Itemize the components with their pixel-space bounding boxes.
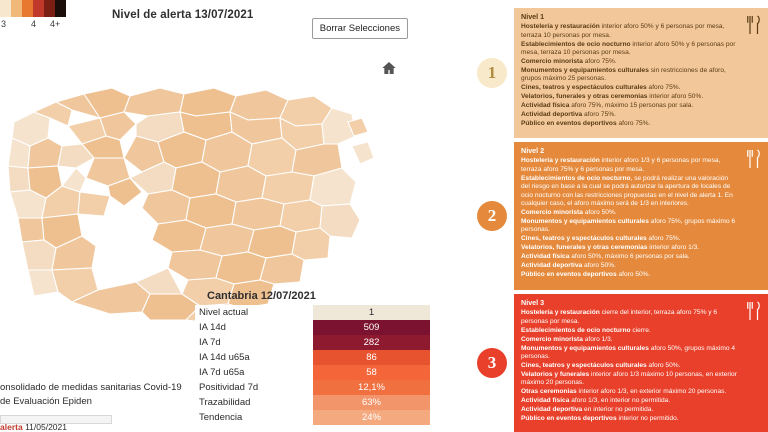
level-item-category: Establecimientos de ocio nocturno bbox=[521, 40, 631, 48]
table-row-value: 58 bbox=[313, 365, 430, 380]
table-row[interactable] bbox=[195, 305, 430, 320]
level-item: Hostelería y restauración interior aforo 50% y 6 personas por mesa, terraza 10 personas por mesa. bbox=[521, 23, 725, 39]
table-row-value: 63% bbox=[313, 395, 430, 410]
table-row-value: 1 bbox=[313, 305, 430, 320]
level-2-badge-col bbox=[470, 142, 514, 290]
legend-swatch-3 bbox=[33, 0, 44, 17]
legend-swatch-4 bbox=[44, 0, 55, 17]
table-row[interactable] bbox=[195, 320, 430, 335]
table-row-label: IA 7d u65a bbox=[195, 365, 313, 380]
level-item: Comercio minorista aforo 50%. bbox=[521, 208, 617, 216]
level-item: Actividad deportiva aforo 50%. bbox=[521, 261, 616, 269]
level-item-category: Cines, teatros y espectáculos culturales bbox=[521, 84, 647, 92]
legend-swatch-1 bbox=[11, 0, 22, 17]
table-row-label: Trazabilidad bbox=[195, 395, 313, 410]
footer-line-2: de Evaluación Epiden bbox=[0, 396, 92, 407]
level-1-body bbox=[514, 8, 768, 138]
level-item: Hostelería y restauración interior aforo 1/3 y 6 personas por mesa, terraza aforo 75% y 6 personas por mesa. bbox=[521, 157, 721, 173]
level-item: Monumentos y equipamientos culturales aforo 75%, grupos máximo 6 personas. bbox=[521, 217, 736, 234]
level-item: Comercio minorista aforo 1/3. bbox=[521, 335, 613, 343]
level-item: Establecimientos de ocio nocturno interior aforo 50% y 6 personas por mesa, terraza 10 personas por mesa. bbox=[521, 40, 736, 57]
level-item: Público en eventos deportivos aforo 50%. bbox=[521, 270, 651, 278]
table-row-value: 12,1% bbox=[313, 380, 430, 395]
level-item-category: Actividad física bbox=[521, 252, 570, 260]
level-item: Velatorios, funerales y otras ceremonias interior aforo 1/3. bbox=[521, 243, 700, 251]
table-row[interactable] bbox=[195, 365, 430, 380]
level-1-items bbox=[521, 23, 738, 128]
level-item: Establecimientos de ocio nocturno cierre. bbox=[521, 326, 651, 334]
legend-swatch-5 bbox=[55, 0, 66, 17]
level-1-badge: 1 bbox=[477, 58, 507, 88]
level-item-category: Hostelería y restauración bbox=[521, 23, 600, 31]
level-item: Velatorios y funerales interior aforo 1/3 máximo 10 personas, en exterior máximo 20 personas. bbox=[521, 370, 737, 387]
map-title: Nivel de alerta 13/07/2021 bbox=[112, 9, 254, 21]
footer-line-1: onsolidado de medidas sanitarias Covid-19 bbox=[0, 382, 182, 393]
footer-alert-label: alerta bbox=[0, 422, 23, 432]
level-3-body bbox=[514, 294, 768, 432]
level-item-category: Comercio minorista bbox=[521, 208, 583, 216]
level-item: Hostelería y restauración cierre del interior, terraza aforo 75% y 6 personas por mesa. bbox=[521, 309, 718, 325]
cutlery-icon bbox=[744, 14, 762, 36]
level-item-category: Establecimientos de ocio nocturno bbox=[521, 174, 631, 182]
level-item: Actividad física aforo 75%, máximo 15 personas por sala. bbox=[521, 102, 694, 110]
level-item-category: Hostelería y restauración bbox=[521, 309, 600, 317]
legend-swatch-0 bbox=[0, 0, 11, 17]
level-2-items bbox=[521, 157, 738, 279]
level-item-category: Comercio minorista bbox=[521, 335, 583, 343]
level-item: Actividad física aforo 50%, máximo 6 personas por sala. bbox=[521, 252, 690, 260]
level-item-category: Velatorios, funerales y otras ceremonias bbox=[521, 93, 648, 101]
level-item-category: Público en eventos deportivos bbox=[521, 270, 617, 278]
cutlery-icon bbox=[744, 148, 762, 170]
cutlery-icon bbox=[744, 300, 762, 322]
table-row-label: Positividad 7d bbox=[195, 380, 313, 395]
table-row-value: 282 bbox=[313, 335, 430, 350]
level-item-category: Velatorios, funerales y otras ceremonias bbox=[521, 243, 648, 251]
legend-color-bar bbox=[0, 0, 66, 17]
table-title: Cantabria 12/07/2021 bbox=[207, 290, 316, 302]
level-1-badge-col bbox=[470, 8, 514, 138]
table-row-label: Nivel actual bbox=[195, 305, 313, 320]
level-item: Otras ceremonias interior aforo 1/3, en exterior máximo 20 personas. bbox=[521, 388, 727, 396]
table-row-value: 509 bbox=[313, 320, 430, 335]
table-row[interactable] bbox=[195, 395, 430, 410]
level-item-category: Actividad física bbox=[521, 396, 570, 404]
level-2-header: Nivel 2 bbox=[521, 146, 545, 155]
level-1-header: Nivel 1 bbox=[521, 12, 545, 21]
level-item-category: Actividad deportiva bbox=[521, 110, 583, 118]
level-card-2[interactable] bbox=[470, 142, 768, 290]
table-row[interactable] bbox=[195, 410, 430, 425]
level-item-category: Cines, teatros y espectáculos culturales bbox=[521, 235, 647, 243]
legend-label-2: 4+ bbox=[50, 18, 61, 29]
level-item: Monumentos y equipamientos culturales sin restricciones de aforo, grupos máximo 25 personas. bbox=[521, 66, 726, 83]
choropleth-map[interactable] bbox=[0, 26, 470, 326]
level-item: Público en eventos deportivos aforo 75%. bbox=[521, 119, 651, 127]
legend-label-1: 4 bbox=[31, 18, 37, 29]
level-item-category: Público en eventos deportivos bbox=[521, 119, 617, 127]
level-item: Comercio minorista aforo 75%. bbox=[521, 58, 617, 66]
level-item-category: Comercio minorista bbox=[521, 58, 583, 66]
level-item-category: Monumentos y equipamientos culturales bbox=[521, 66, 649, 74]
level-item: Monumentos y equipamientos culturales aforo 50%, grupos máximo 4 personas. bbox=[521, 344, 736, 360]
level-2-badge: 2 bbox=[477, 201, 507, 231]
level-item-category: Monumentos y equipamientos culturales bbox=[521, 217, 649, 225]
level-item-category: Actividad física bbox=[521, 102, 570, 110]
level-item-category: Velatorios y funerales bbox=[521, 370, 590, 378]
footer-alert-date: 11/05/2021 bbox=[25, 422, 67, 432]
clear-selections-button[interactable]: Borrar Selecciones bbox=[312, 18, 408, 39]
level-item: Actividad física aforo 1/3, en interior no permitida. bbox=[521, 396, 671, 404]
level-3-items bbox=[521, 309, 738, 423]
table-row[interactable] bbox=[195, 350, 430, 365]
table-row[interactable] bbox=[195, 380, 430, 395]
level-item-category: Monumentos y equipamientos culturales bbox=[521, 344, 649, 352]
levels-panel bbox=[470, 0, 768, 432]
table-row-label: IA 7d bbox=[195, 335, 313, 350]
level-3-header: Nivel 3 bbox=[521, 298, 545, 307]
level-3-badge: 3 bbox=[477, 348, 507, 378]
level-2-body bbox=[514, 142, 768, 290]
level-card-3[interactable] bbox=[470, 294, 768, 432]
level-item: Cines, teatros y espectáculos culturales aforo 75%. bbox=[521, 84, 681, 92]
footer-alert bbox=[0, 422, 67, 432]
level-item: Cines, teatros y espectáculos culturales aforo 75%. bbox=[521, 235, 681, 243]
level-item-category: Actividad deportiva bbox=[521, 405, 583, 413]
table-row-label: IA 14d bbox=[195, 320, 313, 335]
level-item-category: Actividad deportiva bbox=[521, 261, 583, 269]
level-3-badge-col bbox=[470, 294, 514, 432]
indicators-table[interactable] bbox=[195, 305, 430, 425]
footer-text bbox=[0, 381, 190, 424]
level-card-1[interactable] bbox=[470, 8, 768, 138]
level-item-category: Establecimientos de ocio nocturno bbox=[521, 326, 631, 334]
level-item: Público en eventos deportivos interior no permitido. bbox=[521, 414, 679, 422]
level-item-category: Cines, teatros y espectáculos culturales bbox=[521, 361, 647, 369]
level-item: Actividad deportiva aforo 75%. bbox=[521, 110, 616, 118]
table-row-value: 86 bbox=[313, 350, 430, 365]
table-row-label: Tendencia bbox=[195, 410, 313, 425]
table-row-label: IA 14d u65a bbox=[195, 350, 313, 365]
table-row-value: 24% bbox=[313, 410, 430, 425]
level-item-category: Otras ceremonias bbox=[521, 388, 577, 396]
legend-swatch-2 bbox=[22, 0, 33, 17]
level-item: Establecimientos de ocio nocturno, se podrá realizar una valoración del riesgo en base a la cual se podrá autorizar la apertura de locales de ocio nocturno con las restricciones propuestas en el nivel de alerta 1. En cualquier caso, el aforo máximo será de 1/3 en interiores. bbox=[521, 174, 733, 207]
level-item: Velatorios, funerales y otras ceremonias interior aforo 50%. bbox=[521, 93, 704, 101]
level-item-category: Hostelería y restauración bbox=[521, 157, 600, 165]
legend-label-0: 3 bbox=[1, 18, 7, 29]
level-item: Actividad deportiva en interior no permitida. bbox=[521, 405, 654, 413]
table-row[interactable] bbox=[195, 335, 430, 350]
level-item-category: Público en eventos deportivos bbox=[521, 414, 617, 422]
level-item: Cines, teatros y espectáculos culturales aforo 50%. bbox=[521, 361, 681, 369]
